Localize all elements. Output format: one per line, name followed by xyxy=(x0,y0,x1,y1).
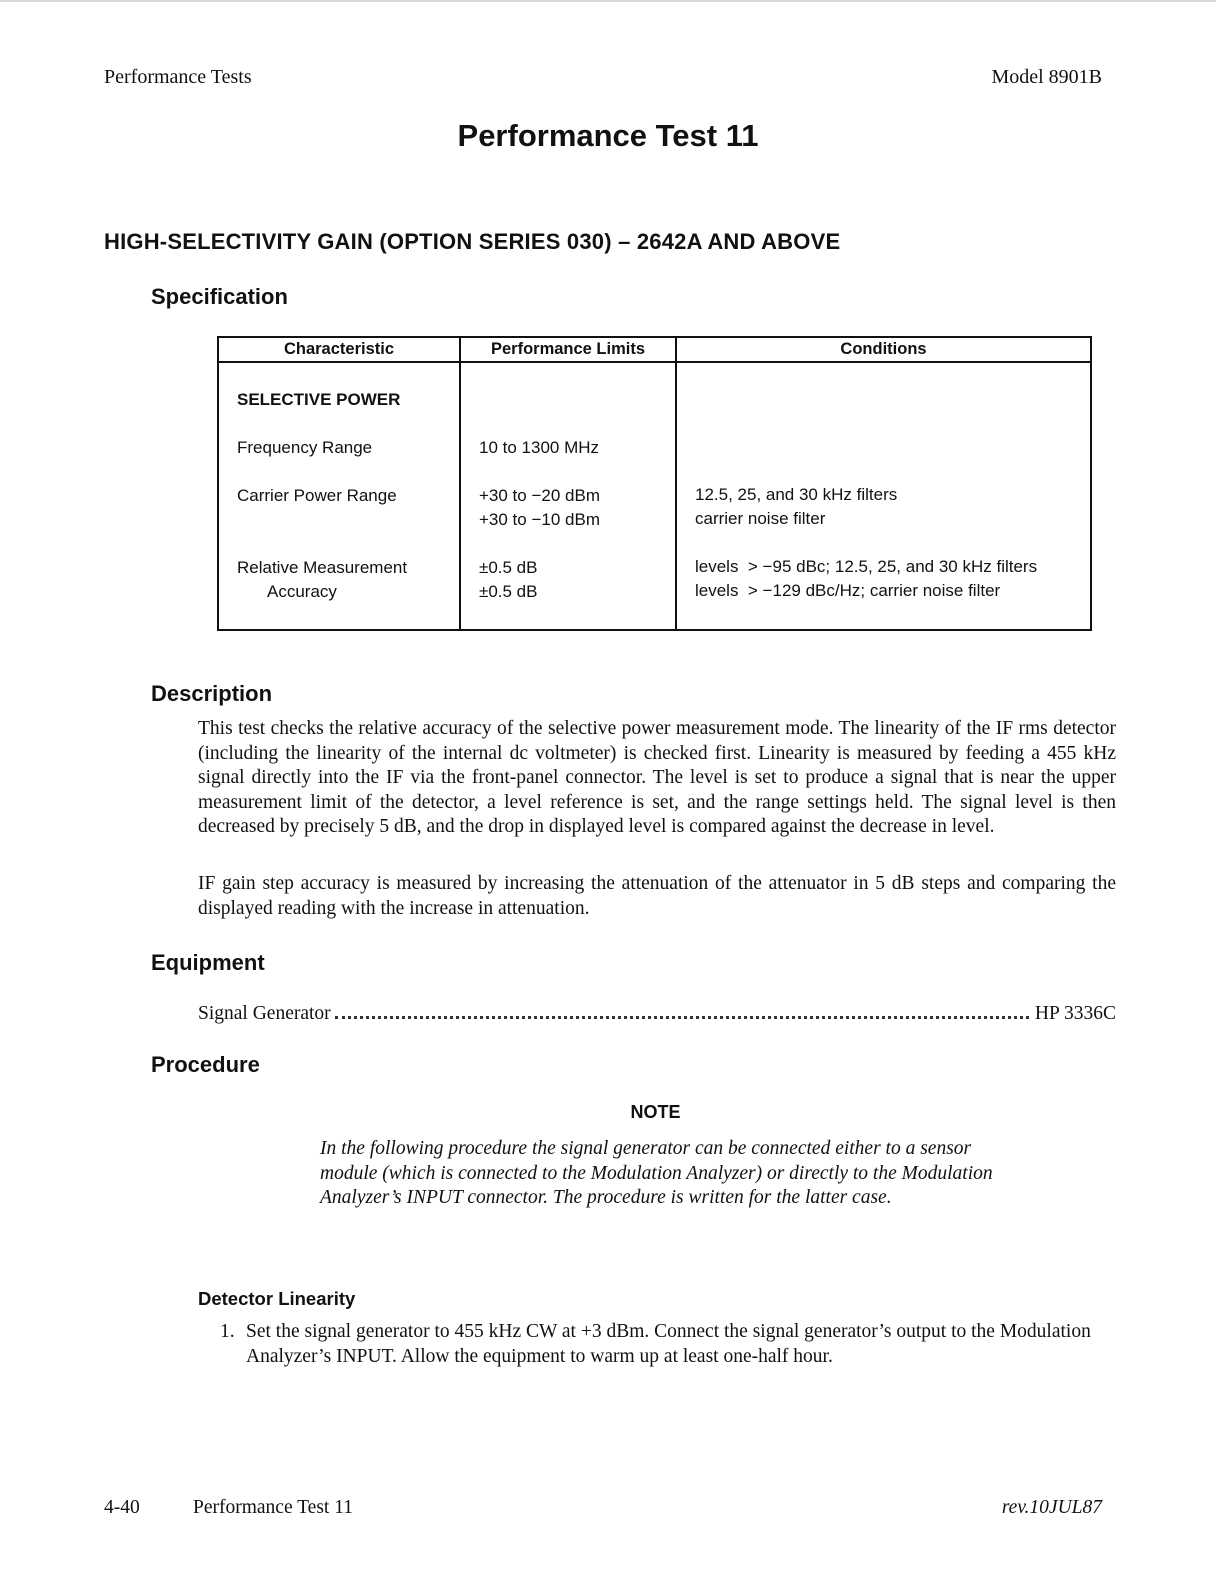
characteristic-cell: Carrier Power Range xyxy=(237,486,397,505)
running-header-left: Performance Tests xyxy=(104,66,252,88)
section-heading: HIGH-SELECTIVITY GAIN (OPTION SERIES 030) – 2642A AND ABOVE xyxy=(104,229,841,254)
specification-table xyxy=(217,336,1092,631)
step-text: Set the signal generator to 455 kHz CW at +3 dBm. Connect the signal generator’s output to the Modulation Analyzer’s INPUT. Allow the equipment to warm up at least one-half hour. xyxy=(246,1321,1091,1367)
limits-cell: +30 to −10 dBm xyxy=(479,510,600,529)
conditions-cell: 12.5, 25, and 30 kHz filters xyxy=(695,485,898,504)
description-heading: Description xyxy=(151,681,273,706)
conditions-cell: carrier noise filter xyxy=(695,509,826,528)
procedure-subheading: Detector Linearity xyxy=(198,1288,356,1309)
footer-page-number: 4-40 xyxy=(104,1497,140,1518)
characteristic-cell: Frequency Range xyxy=(237,438,373,457)
limits-cell: 10 to 1300 MHz xyxy=(479,438,600,457)
dot-leader xyxy=(335,1016,1029,1019)
top-rule xyxy=(0,0,1216,2)
footer-title: Performance Test 11 xyxy=(193,1497,353,1518)
characteristic-cell: Accuracy xyxy=(267,582,337,601)
conditions-cell: levels > −95 dBc; 12.5, 25, and 30 kHz filters xyxy=(695,557,1038,576)
note-heading: NOTE xyxy=(630,1102,681,1122)
table-header-row xyxy=(218,337,1091,362)
page-title: Performance Test 11 xyxy=(457,118,759,153)
note-text: In the following procedure the signal generator can be connected either to a sensor module (which is connected to the Modulation Analyzer) or directly to the Modulation Analyzer’s INPUT connector. The procedure is written for the latter case. xyxy=(320,1138,993,1208)
specification-heading: Specification xyxy=(151,284,288,309)
characteristic-cell: Relative Measurement xyxy=(237,558,408,577)
characteristic-column xyxy=(218,362,460,630)
group-label: SELECTIVE POWER xyxy=(237,390,401,409)
table-row xyxy=(218,362,1091,630)
column-header: Conditions xyxy=(676,337,1091,362)
equipment-model: HP 3336C xyxy=(1034,1003,1116,1024)
column-header: Performance Limits xyxy=(460,337,676,362)
description-paragraph: This test checks the relative accuracy of the selective power measurement mode. The linearity of the IF rms detector (including the linearity of the internal dc voltmeter) is checked first. Linearity is measured by feeding a 455 kHz signal directly into the IF via the front-panel connector. The level is set to produce a signal that is near the upper measurement limit of the detector, a level reference is set, and the range settings held. The signal level is then decreased by precisely 5 dB, and the drop in displayed level is compared against the decrease in level. xyxy=(198,718,1116,837)
column-header: Characteristic xyxy=(218,337,460,362)
list-item xyxy=(220,1320,1120,1369)
procedure-heading: Procedure xyxy=(151,1052,260,1077)
running-header-right: Model 8901B xyxy=(991,66,1102,88)
limits-column xyxy=(460,362,676,630)
description-paragraph: IF gain step accuracy is measured by increasing the attenuation of the attenuator in 5 dB steps and comparing the displayed reading with the increase in attenuation. xyxy=(198,873,1116,919)
conditions-cell: levels > −129 dBc/Hz; carrier noise filter xyxy=(695,581,1001,600)
limits-cell: ±0.5 dB xyxy=(479,582,538,601)
limits-cell: ±0.5 dB xyxy=(479,558,538,577)
footer-revision: rev.10JUL87 xyxy=(1001,1497,1102,1518)
equipment-item xyxy=(198,1003,1116,1025)
limits-cell: +30 to −20 dBm xyxy=(479,486,600,505)
equipment-heading: Equipment xyxy=(151,950,265,975)
equipment-name: Signal Generator xyxy=(198,1003,331,1024)
step-number: 1. xyxy=(220,1321,235,1342)
conditions-column xyxy=(676,362,1091,630)
